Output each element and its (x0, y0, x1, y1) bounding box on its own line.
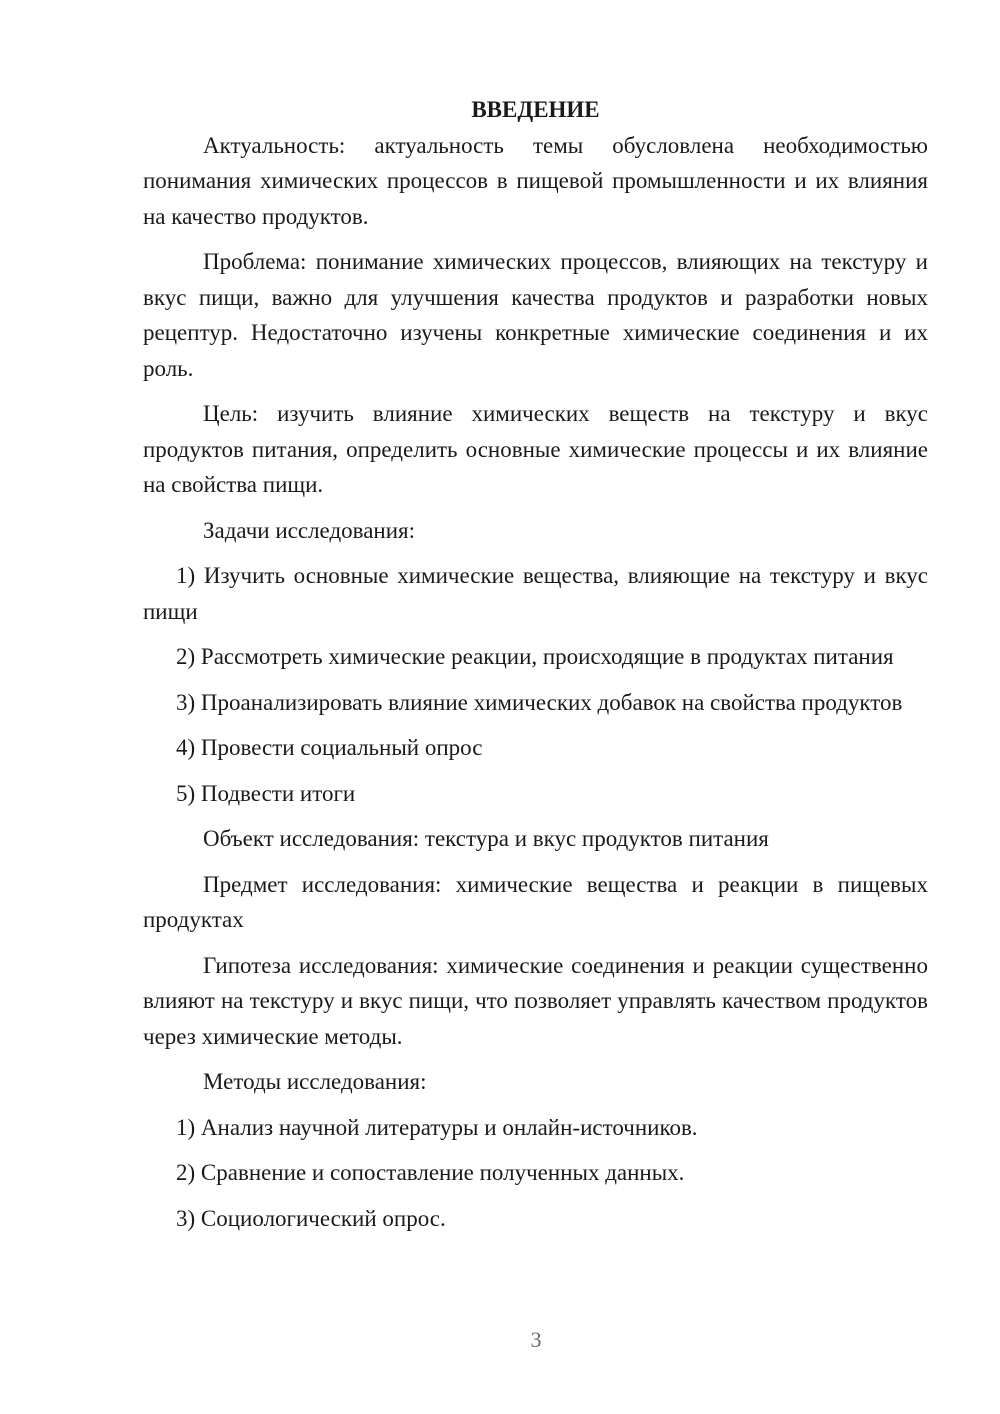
relevance-paragraph: Актуальность: актуальность темы обусловлена необходимостью понимания химических процессов в пищевой промышленности и их влияния на качество продуктов. (143, 132, 928, 229)
tasks-heading: Задачи исследования: (203, 517, 416, 543)
method-item-3: 3) Социологический опрос. (176, 1205, 446, 1231)
page-title: ВВЕДЕНИЕ (471, 97, 600, 122)
object-paragraph: Объект исследования: текстура и вкус продуктов питания (203, 826, 769, 851)
page-content (143, 92, 928, 1246)
problem-paragraph: Проблема: понимание химических процессов, влияющих на текстуру и вкус пищи, важно для улучшения качества продуктов и разработки новых рецептур. Недостаточно изучены конкретные химические соединения и их роль. (143, 249, 928, 381)
goal-paragraph: Цель: изучить влияние химических веществ на текстуру и вкус продуктов питания, определить основные химические процессы и их влияние на свойства пищи. (143, 401, 928, 497)
task-item-3: 3) Проанализировать влияние химических добавок на свойства продуктов (176, 689, 903, 715)
methods-heading: Методы исследования: (203, 1069, 427, 1094)
subject-paragraph: Предмет исследования: химические вещества и реакции в пищевых продуктах (143, 871, 928, 932)
hypothesis-paragraph: Гипотеза исследования: химические соединения и реакции существенно влияют на текстуру и вкус пищи, что позволяет управлять качеством продуктов через химические методы. (143, 952, 928, 1049)
task-item-1: 1) Изучить основные химические вещества, влияющие на текстуру и вкус пищи (143, 563, 928, 624)
task-item-2: 2) Рассмотреть химические реакции, происходящие в продуктах питания (176, 644, 894, 669)
method-item-2: 2) Сравнение и сопоставление полученных данных. (176, 1160, 685, 1185)
task-item-4: 4) Провести социальный опрос (176, 735, 483, 760)
task-item-5: 5) Подвести итоги (176, 780, 356, 806)
page-number: 3 (530, 1327, 542, 1352)
method-item-1: 1) Анализ научной литературы и онлайн-источников. (176, 1114, 698, 1140)
